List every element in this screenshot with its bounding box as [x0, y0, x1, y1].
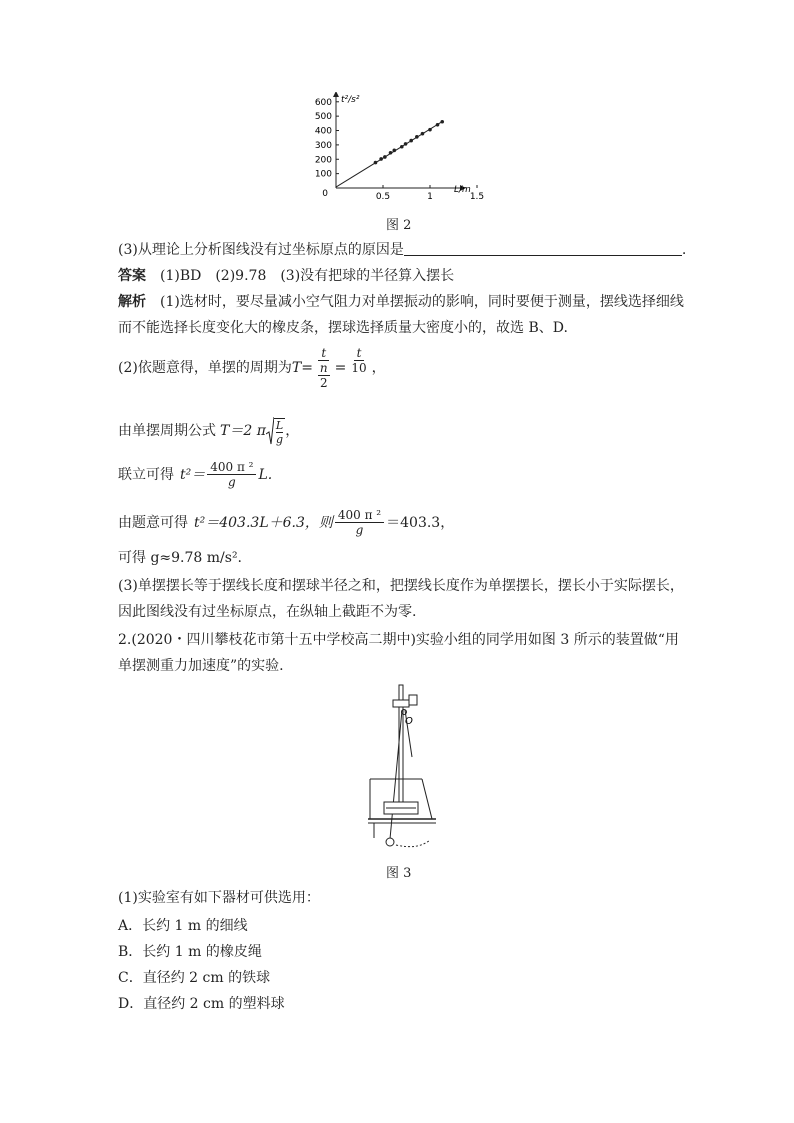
p5-end: ＝403.3， [386, 514, 455, 531]
option-a: A．长约 1 m 的细线 [118, 918, 248, 934]
problem2-sub1: (1)实验室有如下器材可供选用： [118, 890, 320, 906]
x-axis-label: L/m [454, 185, 471, 195]
fraction-numerator: 400 π ² [207, 460, 256, 475]
clamp [393, 700, 409, 707]
option-c: C．直径约 2 cm 的铁球 [118, 970, 271, 986]
fraction-400pi2-over-g-2 [335, 508, 384, 537]
sqrt-denominator-g: g [276, 433, 284, 446]
question-3 [118, 240, 686, 260]
analysis-result-g: 可得 g≈9.78 m/s². [118, 550, 243, 566]
numerator-t: t [318, 346, 329, 361]
answer-label: 答案 [118, 268, 146, 284]
data-point-7 [409, 139, 413, 143]
equals-sign: = [301, 360, 313, 376]
analysis-period-formula-line [118, 416, 299, 446]
numerator-t-2: t [354, 346, 365, 361]
data-point-9 [421, 132, 425, 136]
data-point-2 [383, 155, 387, 159]
symbol-T: T [291, 360, 302, 376]
y-tick-label-600: 600 [314, 97, 332, 108]
analysis-line-1 [118, 292, 684, 312]
analysis-period-line [118, 346, 386, 406]
pendulum-bob [386, 838, 394, 846]
x-tick-label-1: 1 [427, 192, 433, 202]
option-b: B．长约 1 m 的橡皮绳 [118, 944, 262, 960]
data-point-1 [379, 157, 383, 161]
answer-text: (1)BD (2)9.78 (3)没有把球的半径算入摆长 [160, 268, 455, 284]
analysis-p3-pre: 由单摆周期公式 [118, 423, 216, 439]
analysis-p2-pre: (2)依题意得，单摆的周期为 [118, 360, 292, 376]
fraction-denominator: g [228, 475, 236, 489]
origin-label: 0 [322, 189, 328, 199]
figure3-caption: 图 3 [386, 866, 412, 881]
fraction-t-over-10 [348, 346, 369, 375]
y-tick-label-300: 300 [314, 140, 332, 151]
figure2-caption: 图 2 [386, 218, 412, 233]
data-point-12 [440, 120, 444, 124]
analysis-p1-line2: 而不能选择长度变化大的橡皮条，摆球选择质量大密度小的，故选 B、D. [118, 320, 568, 336]
answer-blank [404, 241, 682, 256]
analysis-p1-line1: (1)选材时，要尽量减小空气阻力对单摆振动的影响，同时要便于测量，摆线选择细线 [160, 294, 684, 310]
fit-equation: t²＝403.3L＋6.3，则 [194, 514, 333, 531]
question-3-text: (3)从理论上分析图线没有过坐标原点的原因是 [118, 242, 404, 258]
fraction-numerator-2: 400 π ² [335, 508, 384, 523]
data-point-8 [415, 135, 419, 139]
fit-line [336, 122, 442, 187]
data-point-10 [428, 128, 432, 132]
fraction-400pi2-over-g [207, 460, 256, 489]
question-3-end: . [681, 242, 687, 258]
data-point-5 [400, 145, 404, 149]
point-O-label: O [405, 716, 413, 727]
problem2-line1: 2.(2020・四川攀枝花市第十五中学校高二期中)实验小组的同学用如图 3 所示的装置做“用 [118, 632, 679, 648]
denominator-n: n [319, 361, 328, 375]
p2-end: ， [371, 360, 386, 376]
answer-line [118, 266, 454, 286]
analysis-p7-line1: (3)单摆摆长等于摆线长度和摆球半径之和，把摆线长度作为单摆摆长，摆长小于实际摆长， [118, 578, 684, 594]
analysis-label: 解析 [118, 294, 146, 310]
equals-sign-2: = [334, 360, 347, 376]
figure2-chart [300, 92, 490, 207]
x-tick-label-1.5: 1.5 [469, 192, 485, 202]
analysis-p4-pre: 联立可得 [118, 466, 174, 483]
analysis-combined-line [118, 460, 272, 489]
data-point-4 [392, 149, 396, 153]
y-axis-arrow [333, 92, 339, 97]
radical-sign [266, 416, 274, 446]
denominator-2: 2 [319, 376, 328, 390]
y-tick-label-500: 500 [314, 112, 332, 123]
figure3-apparatus [360, 682, 440, 852]
data-point-0 [374, 161, 378, 165]
option-d: D．直径约 2 cm 的塑料球 [118, 996, 285, 1012]
p3-end: ， [285, 423, 300, 439]
analysis-p7-line2: 因此图线没有过坐标原点，在纵轴上截距不为零. [118, 604, 417, 620]
x-tick-label-0.5: 0.5 [375, 192, 391, 202]
analysis-p5-pre: 由题意可得 [118, 514, 188, 531]
sqrt-L-over-g [266, 416, 285, 446]
y-tick-label-400: 400 [314, 126, 332, 137]
denominator-10: 10 [351, 361, 367, 375]
table-side [422, 779, 432, 819]
y-tick-label-100: 100 [314, 169, 332, 180]
analysis-given-line [118, 508, 454, 537]
y-tick-label-200: 200 [314, 155, 332, 166]
data-point-11 [436, 123, 440, 127]
y-axis-label: t²/s² [341, 95, 360, 105]
fraction-denominator-2: g [355, 523, 364, 537]
fraction-t-over-n-half [315, 346, 333, 390]
t-squared-eq: t²＝ [180, 466, 206, 483]
problem2-line2: 单摆测重力加速度”的实验. [118, 658, 284, 674]
data-point-6 [404, 142, 408, 146]
period-formula: T＝2 π [220, 423, 266, 439]
sqrt-numerator-L: L [275, 419, 284, 432]
clamp-screw [409, 695, 417, 705]
data-point-3 [389, 151, 393, 155]
swing-arc [396, 840, 430, 847]
p4-end: L. [258, 466, 273, 483]
